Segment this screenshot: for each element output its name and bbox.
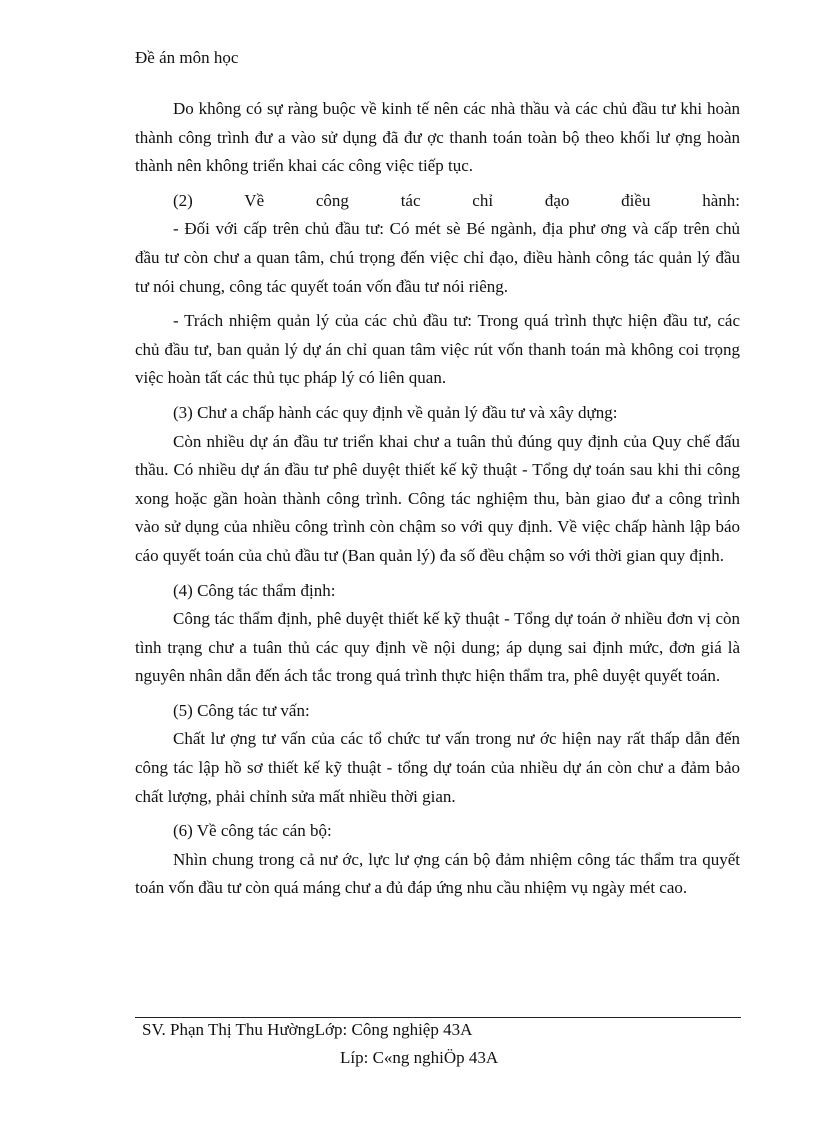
section-heading: (5) Công tác tư vấn:: [173, 700, 310, 720]
section-heading: (4) Công tác thẩm định:: [173, 580, 336, 600]
header-title: Đề án môn học: [135, 48, 239, 67]
section-heading: (6) Về công tác cán bộ:: [173, 821, 332, 841]
paragraph: Chất lư ợng tư vấn của các tổ chức tư vấn trong nư ớc hiện nay rất thấp dẫn đến công tác lập hồ sơ thiết kế kỹ thuật - tổng dự toán của nhiều dự án còn chư a đảm bảo chất lượng, phải chỉnh sửa mất nhiều thời gian.: [135, 729, 740, 806]
paragraph: Công tác thẩm định, phê duyệt thiết kế kỹ thuật - Tổng dự toán ở nhiều đơn vị còn tình trạng chư a tuân thủ các quy định về nội dung; áp dụng sai định mức, đơn giá là nguyên nhân dẫn đến ách tắc trong quá trình thực hiện thẩm tra, phê duyệt quyết toán.: [135, 609, 740, 686]
footer-divider: [135, 1017, 741, 1018]
section-heading: (3) Chư a chấp hành các quy định về quản lý đầu tư và xây dựng:: [173, 402, 618, 422]
footer-student-line: SV. Phạn Thị Thu HườngLớp: Công nghiệp 43A: [142, 1020, 473, 1039]
paragraph: - Đối với cấp trên chủ đầu tư: Có mét sè Bé ngành, địa phư ơng và cấp trên chủ đầu tư còn chư a quan tâm, chú trọng đến việc chỉ đạo, điều hành công tác quản lý đầu tư nói chung, công tác quyết toán vốn đầu tư nói riêng.: [135, 219, 740, 296]
footer-class-line: Líp: C«ng nghiÖp 43A: [340, 1048, 499, 1067]
paragraph: - Trách nhiệm quản lý của các chủ đầu tư: Trong quá trình thực hiện đầu tư, các chủ đầu tư, ban quản lý dự án chỉ quan tâm việc rút vốn thanh toán mà không coi trọng việc hoàn tất các thủ tục pháp lý có liên quan.: [135, 311, 740, 388]
paragraph: Do không có sự ràng buộc về kinh tế nên các nhà thầu và các chủ đầu tư khi hoàn thành công trình đư a vào sử dụng đã đư ợc thanh toán toàn bộ theo khối lư ợng hoàn thành nên không triển khai các công việc tiếp tục.: [135, 99, 740, 176]
document-body: [135, 95, 740, 903]
section-heading: (2) Về công tác chỉ đạo điều hành:: [173, 190, 740, 210]
paragraph: Nhìn chung trong cả nư ớc, lực lư ợng cán bộ đảm nhiệm công tác thẩm tra quyết toán vốn đầu tư còn quá máng chư a đủ đáp ứng nhu cầu nhiệm vụ ngày mét cao.: [135, 849, 740, 898]
paragraph: Còn nhiều dự án đầu tư triển khai chư a tuân thủ đúng quy định của Quy chế đấu thầu. Có nhiều dự án đầu tư phê duyệt thiết kế kỹ thuật - Tổng dự toán sau khi thi công xong hoặc gần hoàn thành công trình. Công tác nghiệm thu, bàn giao đư a công trình vào sử dụng của nhiều công trình còn chậm so với quy định. Về việc chấp hành lập báo cáo quyết toán của chủ đầu tư (Ban quản lý) đa số đều chậm so với thời gian quy định.: [135, 431, 740, 565]
